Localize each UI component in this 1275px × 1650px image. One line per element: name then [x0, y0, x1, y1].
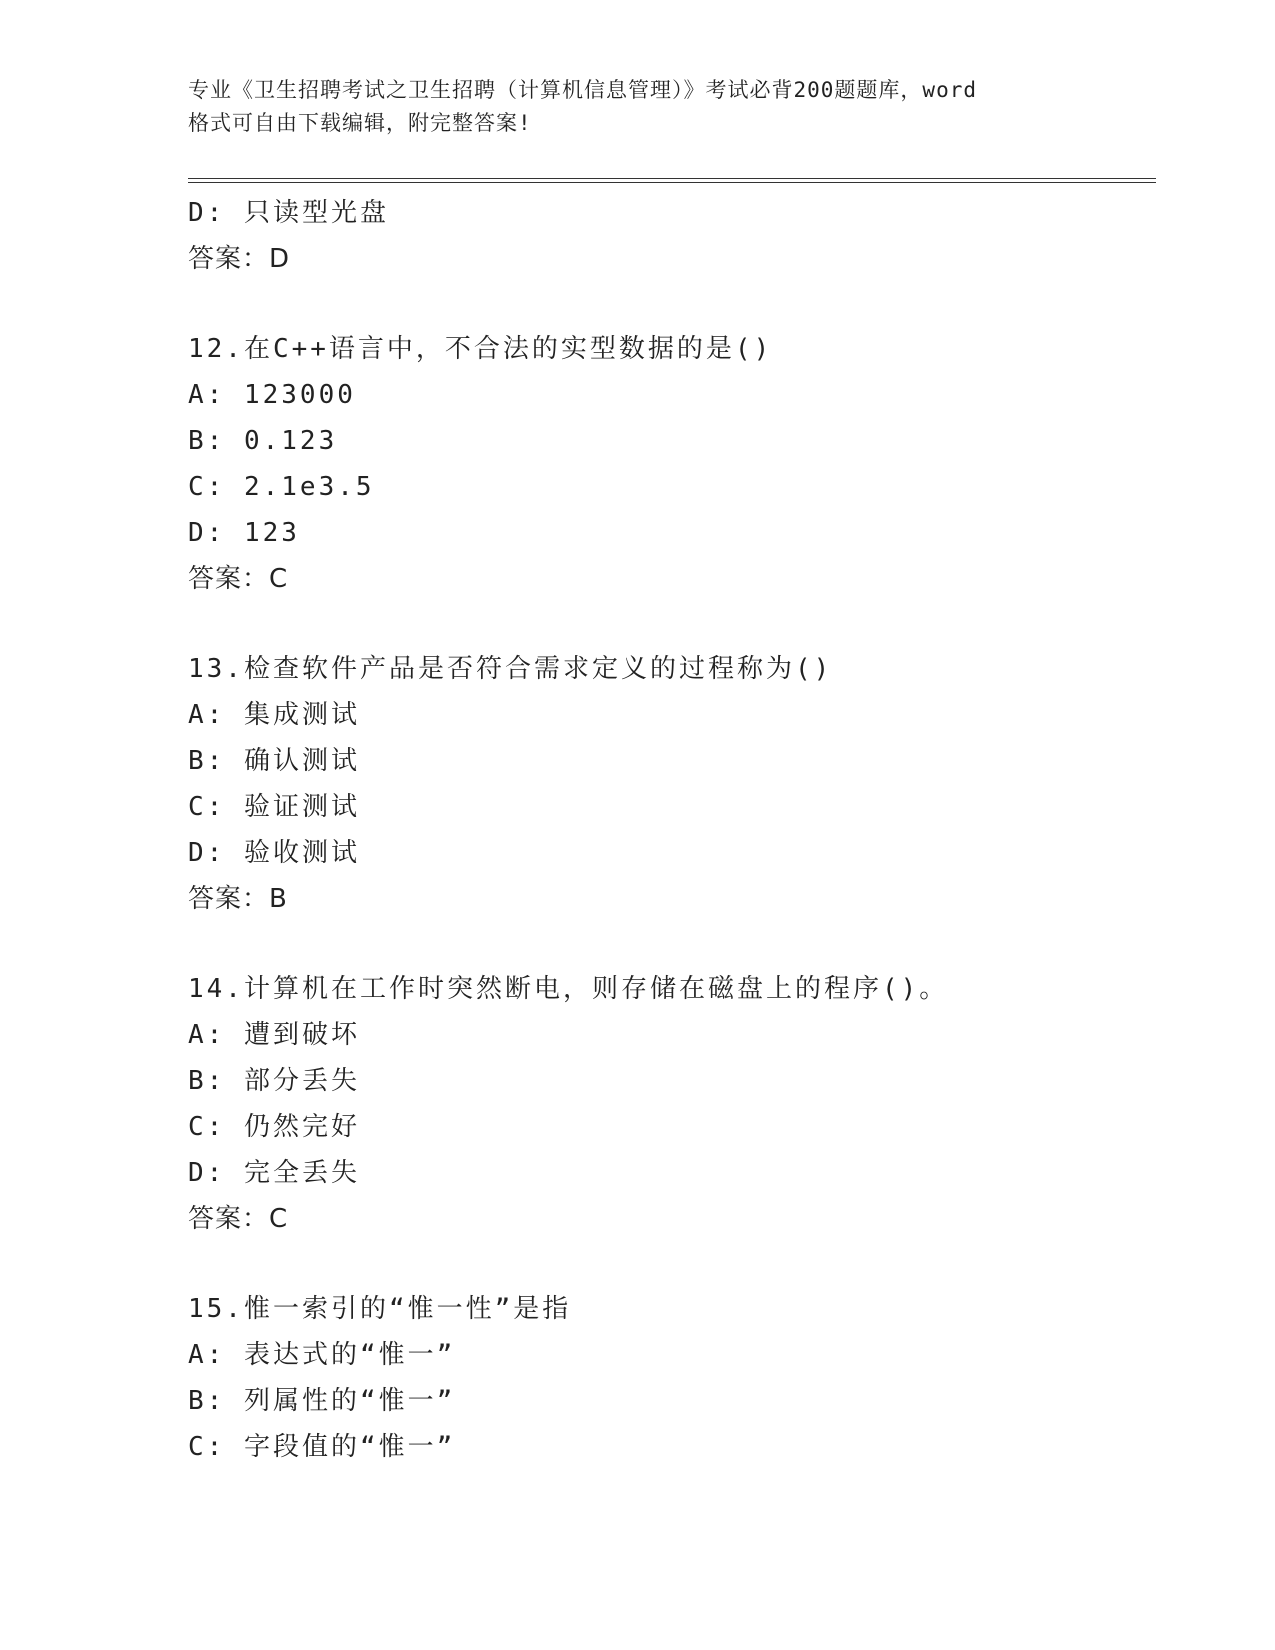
option-a: A: 123000: [188, 380, 356, 410]
spacer: [188, 1242, 1148, 1286]
option-d: D: 123: [188, 518, 300, 548]
option-d: D: 验收测试: [188, 838, 360, 868]
answer: 答案：C: [188, 1204, 289, 1234]
option-c: C: 仍然完好: [188, 1112, 360, 1142]
question-14: [188, 966, 1148, 1242]
prev-option-d: D: 只读型光盘: [188, 198, 389, 228]
question-list: [188, 190, 1148, 1470]
question-stem: 14.计算机在工作时突然断电，则存储在磁盘上的程序()。: [188, 974, 949, 1004]
question-stem: 13.检查软件产品是否符合需求定义的过程称为(): [188, 654, 833, 684]
option-b: B: 0.123: [188, 426, 338, 456]
option-c: C: 2.1e3.5: [188, 472, 375, 502]
document-header: [188, 74, 1088, 140]
question-12: [188, 326, 1148, 602]
header-rule-top: [188, 178, 1156, 179]
spacer: [188, 922, 1148, 966]
answer: 答案：C: [188, 564, 289, 594]
option-b: B: 确认测试: [188, 746, 360, 776]
option-b: B: 部分丢失: [188, 1066, 360, 1096]
spacer: [188, 602, 1148, 646]
option-a: A: 表达式的“惟一”: [188, 1340, 456, 1370]
answer: 答案：B: [188, 884, 288, 914]
header-line-2: 格式可自由下载编辑，附完整答案!: [188, 111, 532, 135]
header-rule-bottom: [188, 182, 1156, 183]
option-c: C: 验证测试: [188, 792, 360, 822]
question-15: [188, 1286, 1148, 1470]
option-c: C: 字段值的“惟一”: [188, 1432, 456, 1462]
spacer: [188, 282, 1148, 326]
question-stem: 12.在C++语言中，不合法的实型数据的是(): [188, 334, 773, 364]
option-a: A: 遭到破坏: [188, 1020, 360, 1050]
question-13: [188, 646, 1148, 922]
header-line-1: 专业《卫生招聘考试之卫生招聘（计算机信息管理）》考试必背200题题库，word: [188, 78, 977, 102]
question-stem: 15.惟一索引的“惟一性”是指: [188, 1294, 572, 1324]
option-a: A: 集成测试: [188, 700, 360, 730]
prev-answer: 答案：D: [188, 244, 291, 274]
option-d: D: 完全丢失: [188, 1158, 360, 1188]
option-b: B: 列属性的“惟一”: [188, 1386, 456, 1416]
